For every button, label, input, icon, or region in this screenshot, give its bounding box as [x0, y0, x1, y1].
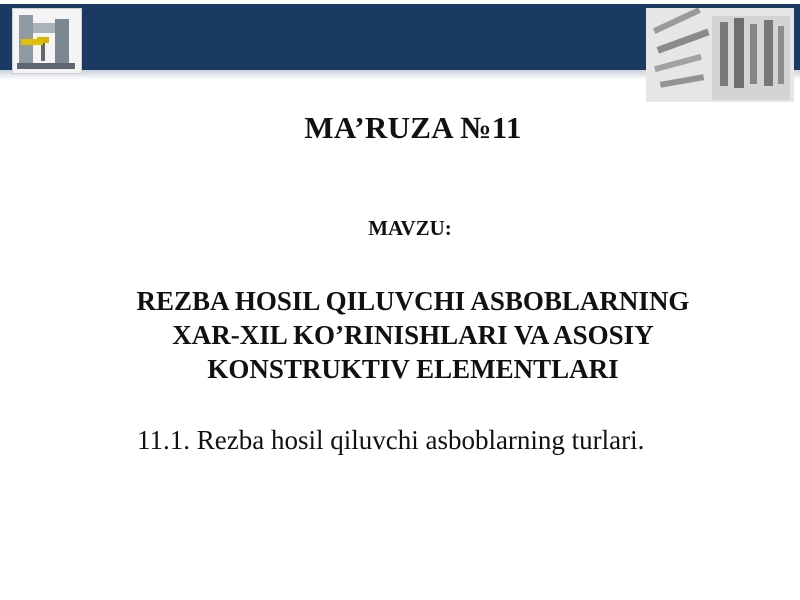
- topic-line: KONSTRUKTIV ELEMENTLARI: [207, 354, 619, 384]
- topic-heading: [60, 284, 766, 386]
- machine-tool-icon: [12, 8, 82, 74]
- topic-line: REZBA HOSIL QILUVCHI ASBOBLARNING: [136, 286, 690, 316]
- cutting-tools-photo: [646, 8, 794, 102]
- topic-line: XAR-XIL KO’RINISHLARI VA ASOSIY: [172, 320, 654, 350]
- subpoint-text: 11.1. Rezba hosil qiluvchi asboblarning turlari.: [137, 425, 645, 455]
- slide-title: MA’RUZA №11: [304, 110, 522, 145]
- mavzu-label: MAVZU:: [368, 216, 452, 240]
